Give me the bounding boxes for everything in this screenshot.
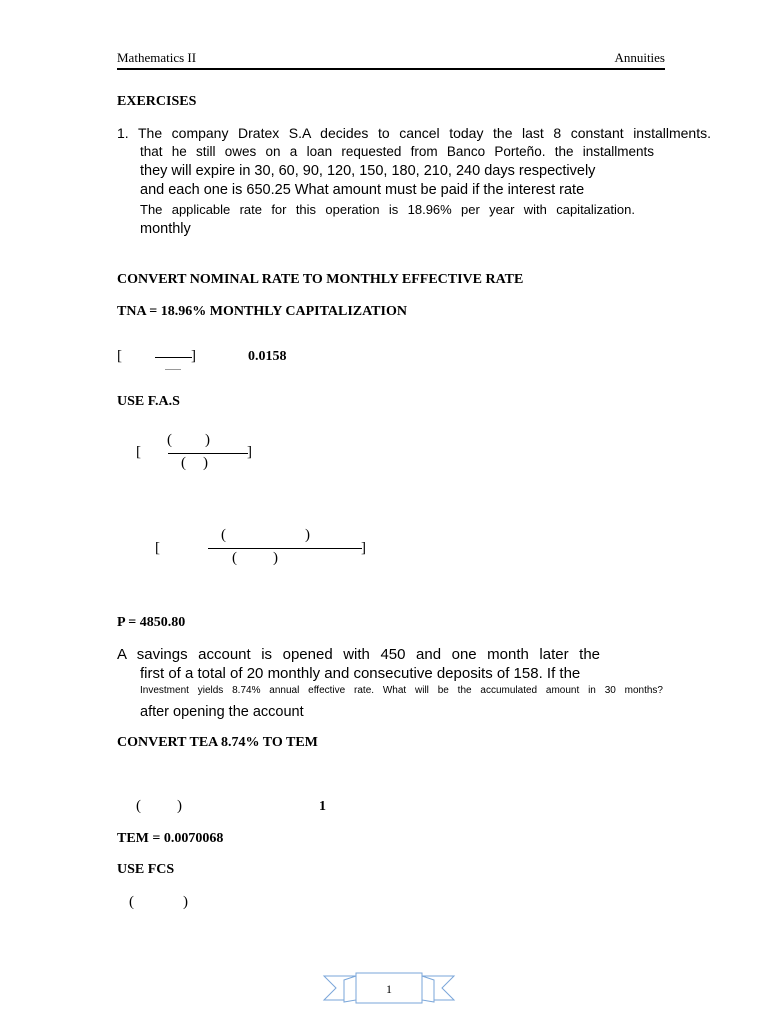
exercise-1-line-6: monthly (140, 221, 191, 237)
formula-2-den-close-paren: ) (203, 455, 208, 471)
formula-2-num-close-paren: ) (205, 432, 210, 448)
page-number: 1 (386, 982, 392, 996)
exercise-1-line-5: The applicable rate for this operation is 18.96% per year with capitalization. (140, 202, 635, 217)
formula-3-open-bracket: [ (155, 540, 160, 556)
formula-1-open-bracket: [ (117, 348, 122, 364)
use-fcs-heading: USE FCS (117, 862, 175, 877)
formula-2-num-open-paren: ( (167, 432, 172, 448)
section-title: EXERCISES (117, 94, 197, 109)
formula-2-fraction-bar (168, 453, 248, 454)
formula-3-den-close-paren: ) (273, 550, 278, 566)
formula-2-close-bracket: ] (247, 444, 252, 460)
exercise-1-line-4: and each one is 650.25 What amount must be paid if the interest rate (140, 182, 585, 198)
tna-line: TNA = 18.96% MONTHLY CAPITALIZATION (117, 304, 407, 319)
exercise-1-line-1: 1. The company Dratex S.A decides to cancel today the last 8 constant installments. (117, 125, 711, 141)
formula-5-close-paren: ) (183, 894, 188, 910)
formula-1-sub-bar (165, 369, 181, 370)
formula-2-open-bracket: [ (136, 444, 141, 460)
use-fas-heading: USE F.A.S (117, 394, 180, 409)
header-right-title: Annuities (614, 50, 665, 65)
formula-4-close-paren: ) (177, 798, 182, 814)
header-left-title: Mathematics II (117, 50, 197, 65)
formula-4-open-paren: ( (136, 798, 141, 814)
header-rule (117, 68, 665, 70)
formula-1-result: 0.0158 (248, 349, 287, 364)
convert-tea-heading: CONVERT TEA 8.74% TO TEM (117, 735, 318, 750)
exercise-2-line-3: Investment yields 8.74% annual effective rate. What will be the accumulated amount in 30 months? (140, 685, 663, 696)
formula-1-close-bracket: ] (191, 348, 196, 364)
formula-5-open-paren: ( (129, 894, 134, 910)
tem-result: TEM = 0.0070068 (117, 831, 224, 846)
convert-nominal-heading: CONVERT NOMINAL RATE TO MONTHLY EFFECTIVE RATE (117, 272, 524, 287)
exercise-2-line-2: first of a total of 20 monthly and consecutive deposits of 158. If the (140, 665, 581, 682)
formula-2-den-open-paren: ( (181, 455, 186, 471)
formula-1-fraction-bar (155, 357, 192, 358)
formula-3-num-open-paren: ( (221, 527, 226, 543)
exercise-1-line-2: that he still owes on a loan requested from Banco Porteño. the installments (140, 144, 654, 159)
exercise-2-line-1: A savings account is opened with 450 and one month later the (117, 646, 600, 663)
formula-3-den-open-paren: ( (232, 550, 237, 566)
p-result: P = 4850.80 (117, 615, 186, 630)
page-number-ribbon (322, 970, 456, 1008)
exercise-1-line-3: they will expire in 30, 60, 90, 120, 150, 180, 210, 240 days respectively (140, 163, 596, 179)
formula-3-fraction-bar (208, 548, 362, 549)
formula-3-close-bracket: ] (361, 540, 366, 556)
exercise-2-line-4: after opening the account (140, 704, 304, 720)
formula-4-one: 1 (319, 799, 326, 814)
formula-3-num-close-paren: ) (305, 527, 310, 543)
